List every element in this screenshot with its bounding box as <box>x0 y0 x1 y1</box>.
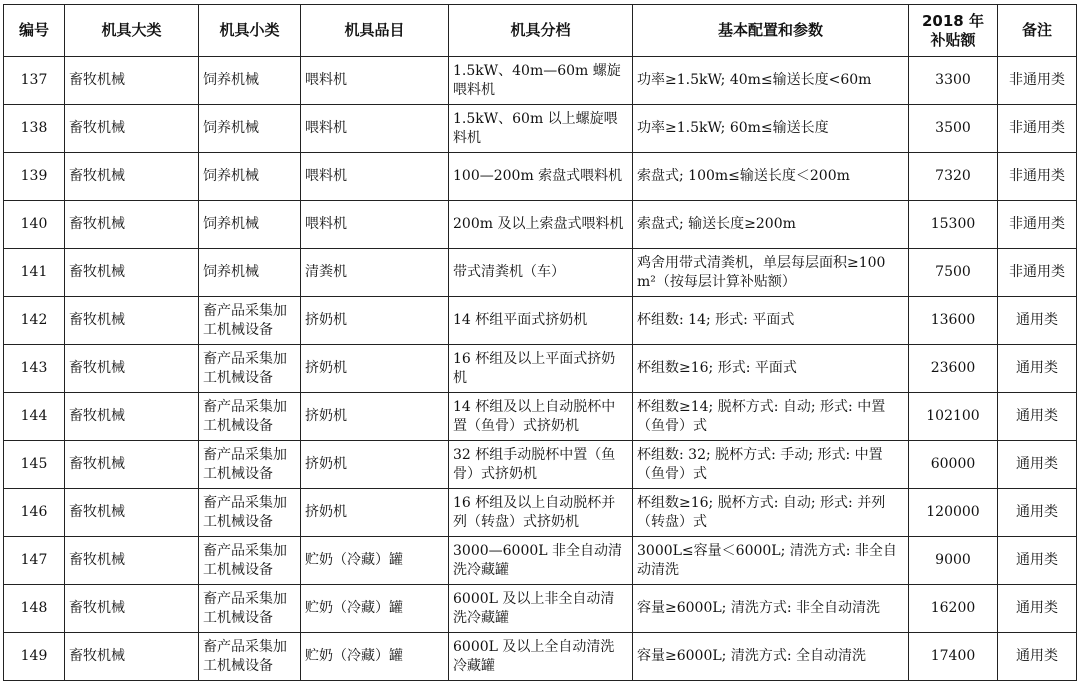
cell-note: 非通用类 <box>998 249 1077 297</box>
table-row <box>4 57 1077 105</box>
cell-item: 挤奶机 <box>301 345 449 393</box>
cell-grade: 14 杯组及以上自动脱杯中置（鱼骨）式挤奶机 <box>449 393 633 441</box>
cell-note: 非通用类 <box>998 57 1077 105</box>
cell-subsidy: 120000 <box>909 489 998 537</box>
cell-note: 通用类 <box>998 297 1077 345</box>
cell-major-category: 畜牧机械 <box>65 249 199 297</box>
cell-no: 148 <box>4 585 65 633</box>
cell-subsidy: 7500 <box>909 249 998 297</box>
header-minor-category: 机具小类 <box>199 5 301 57</box>
cell-config: 杯组数≥16; 形式: 平面式 <box>633 345 909 393</box>
cell-note: 通用类 <box>998 585 1077 633</box>
table-row <box>4 345 1077 393</box>
table-row <box>4 489 1077 537</box>
cell-no: 141 <box>4 249 65 297</box>
header-subsidy-year: 2018 年 <box>922 11 984 30</box>
cell-no: 139 <box>4 153 65 201</box>
cell-note: 非通用类 <box>998 105 1077 153</box>
header-subsidy-label: 补贴额 <box>930 30 976 49</box>
cell-minor-category: 饲养机械 <box>199 57 301 105</box>
cell-minor-category: 畜产品采集加工机械设备 <box>199 633 301 681</box>
cell-minor-category: 饲养机械 <box>199 153 301 201</box>
cell-config: 杯组数: 14; 形式: 平面式 <box>633 297 909 345</box>
cell-major-category: 畜牧机械 <box>65 585 199 633</box>
cell-subsidy: 16200 <box>909 585 998 633</box>
cell-grade: 200m 及以上索盘式喂料机 <box>449 201 633 249</box>
header-item: 机具品目 <box>301 5 449 57</box>
cell-config: 杯组数: 32; 脱杯方式: 手动; 形式: 中置（鱼骨）式 <box>633 441 909 489</box>
table-row <box>4 249 1077 297</box>
cell-major-category: 畜牧机械 <box>65 633 199 681</box>
cell-no: 140 <box>4 201 65 249</box>
cell-no: 145 <box>4 441 65 489</box>
cell-subsidy: 102100 <box>909 393 998 441</box>
cell-major-category: 畜牧机械 <box>65 297 199 345</box>
cell-subsidy: 9000 <box>909 537 998 585</box>
cell-config: 杯组数≥16; 脱杯方式: 自动; 形式: 并列（转盘）式 <box>633 489 909 537</box>
cell-note: 通用类 <box>998 393 1077 441</box>
cell-minor-category: 畜产品采集加工机械设备 <box>199 345 301 393</box>
cell-major-category: 畜牧机械 <box>65 201 199 249</box>
cell-item: 喂料机 <box>301 201 449 249</box>
cell-minor-category: 畜产品采集加工机械设备 <box>199 441 301 489</box>
cell-subsidy: 3500 <box>909 105 998 153</box>
cell-no: 138 <box>4 105 65 153</box>
cell-grade: 6000L 及以上全自动清洗冷藏罐 <box>449 633 633 681</box>
cell-subsidy: 3300 <box>909 57 998 105</box>
cell-no: 147 <box>4 537 65 585</box>
cell-subsidy: 23600 <box>909 345 998 393</box>
cell-minor-category: 饲养机械 <box>199 105 301 153</box>
cell-grade: 3000—6000L 非全自动清洗冷藏罐 <box>449 537 633 585</box>
cell-major-category: 畜牧机械 <box>65 345 199 393</box>
cell-item: 喂料机 <box>301 153 449 201</box>
header-note: 备注 <box>998 5 1077 57</box>
cell-config: 杯组数≥14; 脱杯方式: 自动; 形式: 中置（鱼骨）式 <box>633 393 909 441</box>
header-no: 编号 <box>4 5 65 57</box>
table-row <box>4 105 1077 153</box>
cell-config: 功率≥1.5kW; 40m≤输送长度<60m <box>633 57 909 105</box>
table-row <box>4 441 1077 489</box>
cell-subsidy: 13600 <box>909 297 998 345</box>
cell-note: 通用类 <box>998 537 1077 585</box>
cell-item: 挤奶机 <box>301 441 449 489</box>
cell-subsidy: 7320 <box>909 153 998 201</box>
header-row <box>4 5 1077 57</box>
cell-config: 功率≥1.5kW; 60m≤输送长度 <box>633 105 909 153</box>
cell-no: 142 <box>4 297 65 345</box>
cell-no: 144 <box>4 393 65 441</box>
cell-grade: 1.5kW、40m—60m 螺旋喂料机 <box>449 57 633 105</box>
cell-note: 通用类 <box>998 633 1077 681</box>
cell-item: 贮奶（冷藏）罐 <box>301 537 449 585</box>
cell-no: 146 <box>4 489 65 537</box>
table-row <box>4 393 1077 441</box>
cell-minor-category: 饲养机械 <box>199 201 301 249</box>
cell-no: 149 <box>4 633 65 681</box>
cell-minor-category: 畜产品采集加工机械设备 <box>199 585 301 633</box>
header-config: 基本配置和参数 <box>633 5 909 57</box>
cell-no: 137 <box>4 57 65 105</box>
cell-item: 贮奶（冷藏）罐 <box>301 585 449 633</box>
table-row <box>4 201 1077 249</box>
cell-minor-category: 畜产品采集加工机械设备 <box>199 393 301 441</box>
cell-grade: 32 杯组手动脱杯中置（鱼骨）式挤奶机 <box>449 441 633 489</box>
cell-no: 143 <box>4 345 65 393</box>
cell-note: 非通用类 <box>998 201 1077 249</box>
table-body <box>4 57 1077 681</box>
table-row <box>4 153 1077 201</box>
cell-grade: 16 杯组及以上自动脱杯并列（转盘）式挤奶机 <box>449 489 633 537</box>
cell-item: 清粪机 <box>301 249 449 297</box>
cell-item: 挤奶机 <box>301 489 449 537</box>
cell-major-category: 畜牧机械 <box>65 57 199 105</box>
table-row <box>4 537 1077 585</box>
header-major-category: 机具大类 <box>65 5 199 57</box>
cell-minor-category: 饲养机械 <box>199 249 301 297</box>
cell-config: 索盘式; 100m≤输送长度＜200m <box>633 153 909 201</box>
cell-grade: 带式清粪机（车） <box>449 249 633 297</box>
cell-grade: 6000L 及以上非全自动清洗冷藏罐 <box>449 585 633 633</box>
cell-config: 容量≥6000L; 清洗方式: 全自动清洗 <box>633 633 909 681</box>
cell-note: 通用类 <box>998 345 1077 393</box>
header-subsidy <box>909 5 998 57</box>
cell-item: 挤奶机 <box>301 393 449 441</box>
cell-config: 容量≥6000L; 清洗方式: 非全自动清洗 <box>633 585 909 633</box>
cell-major-category: 畜牧机械 <box>65 441 199 489</box>
cell-subsidy: 60000 <box>909 441 998 489</box>
cell-grade: 14 杯组平面式挤奶机 <box>449 297 633 345</box>
cell-item: 喂料机 <box>301 57 449 105</box>
cell-minor-category: 畜产品采集加工机械设备 <box>199 489 301 537</box>
cell-subsidy: 17400 <box>909 633 998 681</box>
cell-config: 鸡舍用带式清粪机，单层每层面积≥100 m²（按每层计算补贴额） <box>633 249 909 297</box>
cell-note: 通用类 <box>998 489 1077 537</box>
header-grade: 机具分档 <box>449 5 633 57</box>
subsidy-table <box>3 4 1077 681</box>
table-row <box>4 297 1077 345</box>
cell-major-category: 畜牧机械 <box>65 489 199 537</box>
cell-major-category: 畜牧机械 <box>65 393 199 441</box>
cell-grade: 100—200m 索盘式喂料机 <box>449 153 633 201</box>
cell-subsidy: 15300 <box>909 201 998 249</box>
cell-note: 非通用类 <box>998 153 1077 201</box>
cell-item: 贮奶（冷藏）罐 <box>301 633 449 681</box>
cell-grade: 1.5kW、60m 以上螺旋喂料机 <box>449 105 633 153</box>
cell-note: 通用类 <box>998 441 1077 489</box>
cell-minor-category: 畜产品采集加工机械设备 <box>199 537 301 585</box>
cell-item: 挤奶机 <box>301 297 449 345</box>
cell-grade: 16 杯组及以上平面式挤奶机 <box>449 345 633 393</box>
cell-config: 3000L≤容量＜6000L; 清洗方式: 非全自动清洗 <box>633 537 909 585</box>
cell-major-category: 畜牧机械 <box>65 537 199 585</box>
cell-major-category: 畜牧机械 <box>65 153 199 201</box>
cell-config: 索盘式; 输送长度≥200m <box>633 201 909 249</box>
table-row <box>4 633 1077 681</box>
table-row <box>4 585 1077 633</box>
cell-item: 喂料机 <box>301 105 449 153</box>
cell-major-category: 畜牧机械 <box>65 105 199 153</box>
cell-minor-category: 畜产品采集加工机械设备 <box>199 297 301 345</box>
